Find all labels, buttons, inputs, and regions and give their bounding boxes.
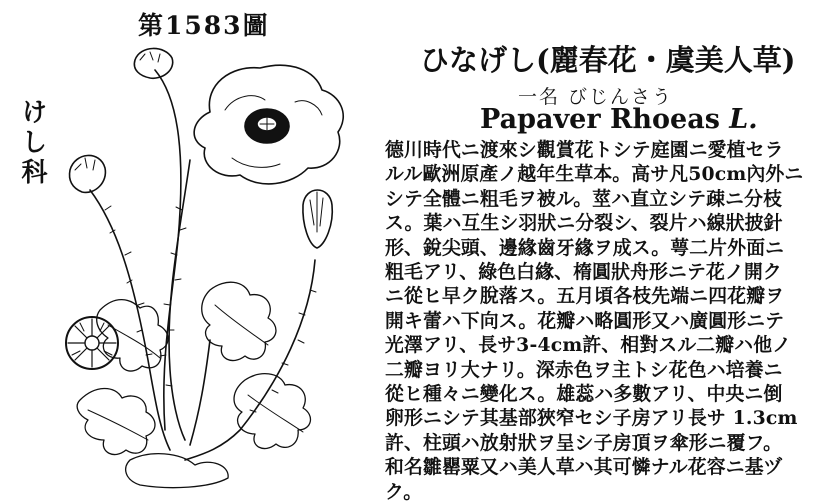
poppy-buds <box>70 48 333 248</box>
description-line: 形、銳尖頭、邊緣齒牙緣ヲ成ス。萼二片外面ニ <box>385 236 785 259</box>
species-title: ひなげし(麗春花・虞美人草) <box>420 43 796 77</box>
description-line: 卵形ニシテ其基部狹窄セシ子房アリ長サ 1.3cm <box>385 407 798 430</box>
description-line: ス。葉ハ互生シ羽狀ニ分裂シ、裂片ハ線狀披針 <box>385 212 783 235</box>
description-line: 許、柱頭ハ放射狀ヲ呈シ子房頂ヲ傘形ニ覆フ。 <box>385 431 783 454</box>
family-name: けし科 <box>17 98 47 188</box>
description-line: シテ全體ニ粗毛ヲ被ル。莖ハ直立シテ疎ニ分枝 <box>385 187 783 210</box>
poppy-flower <box>194 65 343 184</box>
seed-capsule-section <box>66 317 118 369</box>
description-line: 從ヒ種々ニ變化ス。雄蕊ハ多數アリ、中央ニ倒 <box>385 383 783 406</box>
description-text <box>385 138 825 504</box>
description-line: ルル歐洲原產ノ越年生草本。高サ凡50cm內外ニ <box>385 163 804 186</box>
latin-genus-species: Papaver Rhoeas <box>480 104 720 135</box>
description-line: ク。 <box>385 480 423 503</box>
latin-name <box>480 104 758 135</box>
description-line: 德川時代ニ渡來シ觀賞花トシテ庭園ニ愛植セラ <box>385 139 784 161</box>
stem-hairs <box>105 206 316 412</box>
description-line: 粗毛アリ、綠色白緣、楕圓狀舟形ニテ花ノ開ク <box>385 261 782 284</box>
description-line: 光澤アリ、長サ3-4cm許、相對スル二瓣ハ他ノ <box>385 334 792 357</box>
latin-author: L. <box>729 104 758 135</box>
description-line: ニ從ヒ早ク脫落ス。五月頃各枝先端ニ四花瓣ヲ <box>385 285 785 308</box>
description-line: 開キ蕾ハ下向ス。花瓣ハ略圓形又ハ廣圓形ニテ <box>385 309 785 332</box>
description-line: 和名雛罌粟又ハ美人草ハ其可憐ナル花容ニ基ヅ <box>385 456 783 479</box>
description-line: 二瓣ヨリ大ナリ。深赤色ヲ主トシ花色ハ培養ニ <box>385 358 783 381</box>
alternate-name: 一名 びじんさう <box>518 86 674 108</box>
plate-number: 第1583圖 <box>138 11 270 40</box>
poppy-illustration <box>60 40 380 495</box>
